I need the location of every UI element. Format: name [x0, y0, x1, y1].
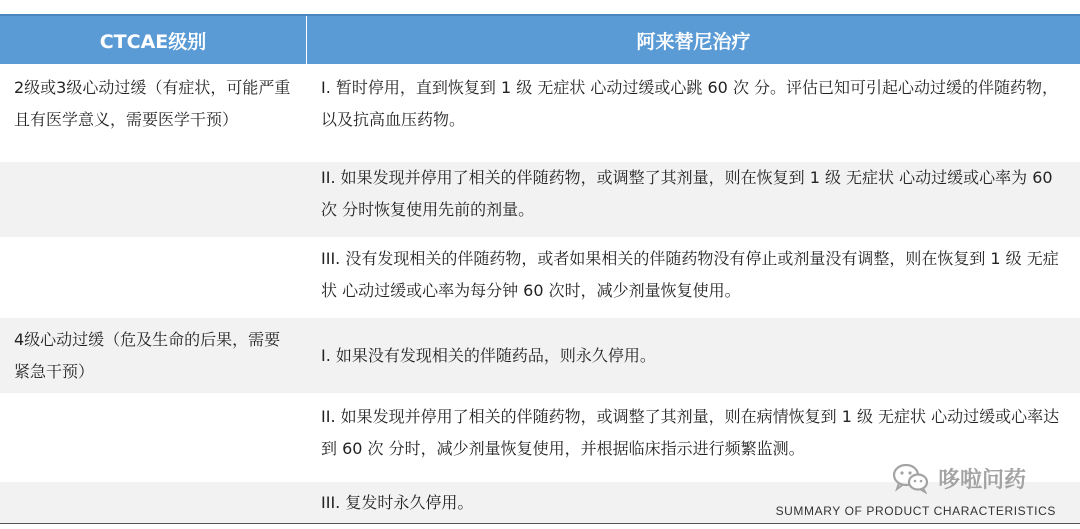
grade-cell [0, 162, 307, 237]
treatment-cell: III. 没有发现相关的伴随药物，或者如果相关的伴随药物没有停止或剂量没有调整，则在恢复到 1 级 无症状 心动过缓或心率为每分钟 60 次时，减少剂量恢复使用。 [307, 243, 1080, 318]
table-row [0, 237, 1080, 318]
treatment-cell: I. 如果没有发现相关的伴随药品，则永久停用。 [307, 318, 1080, 393]
treatment-cell: III. 复发时永久停用。 [307, 482, 1080, 523]
treatment-cell: II. 如果发现并停用了相关的伴随药物，或调整了其剂量，则在病情恢复到 1 级 无症状 心动过缓或心率达到 60 次 分时，减少剂量恢复使用，并根据临床指示进行频繁监测。 [307, 401, 1080, 482]
grade-cell: 4级心动过缓（危及生命的后果，需要紧急干预） [0, 318, 307, 393]
watermark-text: 哆啦问药 [938, 467, 1027, 493]
table-row [0, 156, 1080, 237]
wechat-icon [892, 462, 930, 494]
grade-cell [0, 482, 307, 523]
table-row [0, 64, 1080, 156]
watermark [892, 462, 1026, 494]
treatment-cell: I. 暂时停用，直到恢复到 1 级 无症状 心动过缓或心跳 60 次 分。评估已知可引起心动过缓的伴随药物，以及抗高血压药物。 [307, 72, 1080, 156]
grade-cell [0, 401, 307, 482]
table-bottom-border [0, 523, 1080, 524]
grade-cell [0, 243, 307, 318]
table-row [0, 318, 1080, 393]
grade-cell: 2级或3级心动过缓（有症状，可能严重且有医学意义，需要医学干预） [0, 72, 307, 156]
source-footer: SUMMARY OF PRODUCT CHARACTERISTICS [775, 504, 1056, 518]
treatment-cell: II. 如果发现并停用了相关的伴随药物，或调整了其剂量，则在恢复到 1 级 无症状 心动过缓或心率为 60 次 分时恢复使用先前的剂量。 [307, 162, 1080, 237]
header-ctcae-grade: CTCAE级别 [0, 16, 307, 64]
table-header [0, 14, 1080, 64]
dosing-table [0, 14, 1080, 524]
header-alectinib-treatment: 阿来替尼治疗 [636, 30, 751, 53]
